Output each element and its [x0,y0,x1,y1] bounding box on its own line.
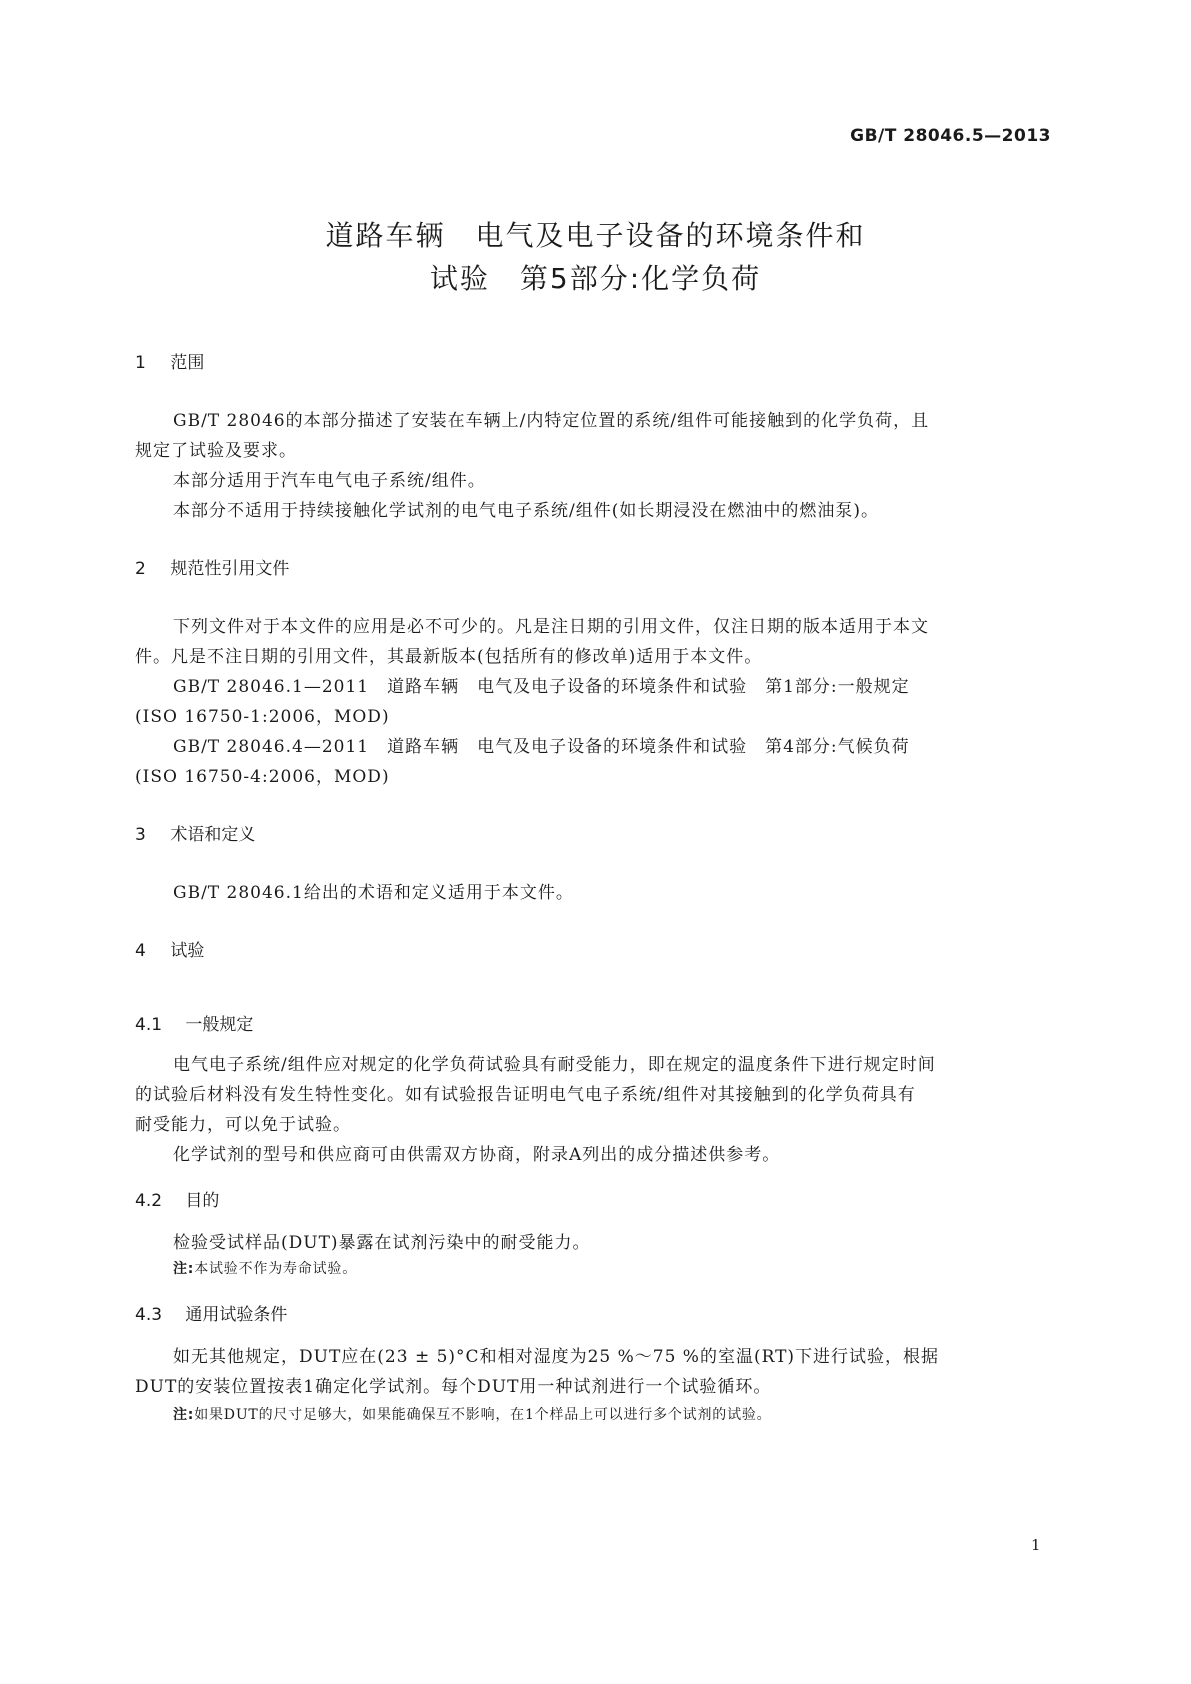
reference-line: GB/T 28046.4—2011 道路车辆 电气及电子设备的环境条件和试验 第4部分:气候负荷 [173,737,910,757]
section-title: 通用试验条件 [185,1305,288,1325]
section-number: 4.1 [135,1015,163,1035]
subsection-4-1-heading [135,1010,253,1035]
section-title: 规范性引用文件 [170,559,290,579]
section-title: 术语和定义 [170,825,256,845]
reference-line: (ISO 16750-4:2006，MOD) [135,767,390,787]
paragraph-line: 本部分适用于汽车电气电子系统/组件。 [173,471,486,491]
paragraph-line: 检验受试样品(DUT)暴露在试剂污染中的耐受能力。 [173,1233,591,1253]
paragraph-line: 下列文件对于本文件的应用是必不可少的。凡是注日期的引用文件，仅注日期的版本适用于本文 [173,617,929,637]
paragraph-line: 的试验后材料没有发生特性变化。如有试验报告证明电气电子系统/组件对其接触到的化学负荷具有 [135,1085,916,1105]
document-title-line-1: 道路车辆 电气及电子设备的环境条件和 [325,219,866,252]
paragraph-line: 电气电子系统/组件应对规定的化学负荷试验具有耐受能力，即在规定的温度条件下进行规定时间 [173,1055,936,1075]
section-title: 目的 [185,1191,220,1211]
note [173,1404,771,1424]
section-number: 3 [135,825,146,845]
reference-line: (ISO 16750-1:2006，MOD) [135,707,390,727]
paragraph-line: 如无其他规定，DUT应在(23 ± 5)°C和相对湿度为25 %～75 %的室温(RT)下进行试验，根据 [173,1347,940,1367]
note-label: 注: [173,1407,195,1423]
standard-code: GB/T 28046.5—2013 [850,126,1051,146]
section-number: 4 [135,941,146,961]
section-3-heading [135,820,255,845]
reference-line: GB/T 28046.1—2011 道路车辆 电气及电子设备的环境条件和试验 第1部分:一般规定 [173,677,910,697]
paragraph-line: 耐受能力，可以免于试验。 [135,1115,351,1135]
paragraph-line: 规定了试验及要求。 [135,441,297,461]
subsection-4-3-heading [135,1300,287,1325]
paragraph-line: 件。凡是不注日期的引用文件，其最新版本(包括所有的修改单)适用于本文件。 [135,647,763,667]
section-number: 4.2 [135,1191,163,1211]
section-1-heading [135,348,204,373]
section-title: 试验 [170,941,205,961]
paragraph-line: DUT的安装位置按表1确定化学试剂。每个DUT用一种试剂进行一个试验循环。 [135,1377,772,1397]
note [173,1258,357,1278]
page-number: 1 [1031,1536,1041,1554]
note-text: 如果DUT的尺寸足够大，如果能确保互不影响，在1个样品上可以进行多个试剂的试验。 [194,1407,772,1423]
section-number: 4.3 [135,1305,163,1325]
section-2-heading [135,554,289,579]
section-title: 一般规定 [185,1015,254,1035]
note-text: 本试验不作为寿命试验。 [194,1261,358,1277]
section-title: 范围 [170,353,205,373]
section-4-heading [135,936,204,961]
section-number: 2 [135,559,146,579]
subsection-4-2-heading [135,1186,219,1211]
paragraph-line: 本部分不适用于持续接触化学试剂的电气电子系统/组件(如长期浸没在燃油中的燃油泵)。 [173,501,879,521]
note-label: 注: [173,1261,195,1277]
document-title-line-2: 试验 第5部分:化学负荷 [429,262,762,295]
section-number: 1 [135,353,146,373]
paragraph-line: 化学试剂的型号和供应商可由供需双方协商，附录A列出的成分描述供参考。 [173,1145,781,1165]
paragraph-line: GB/T 28046的本部分描述了安装在车辆上/内特定位置的系统/组件可能接触到的化学负荷，且 [173,411,930,431]
paragraph-line: GB/T 28046.1给出的术语和定义适用于本文件。 [173,883,574,903]
